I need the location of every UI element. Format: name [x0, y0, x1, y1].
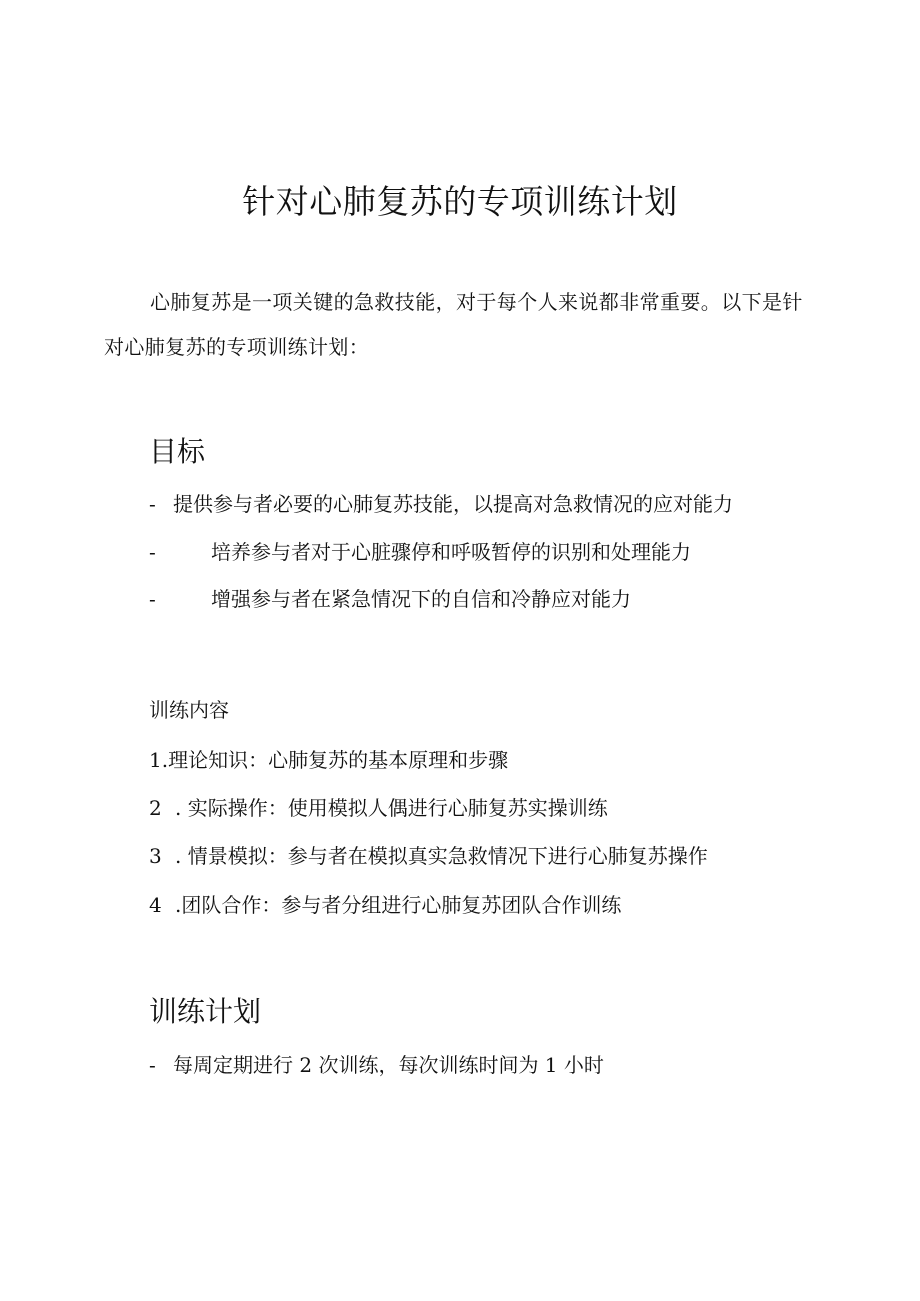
intro-paragraph: 心肺复苏是一项关键的急救技能，对于每个人来说都非常重要。以下是针对心肺复苏的专项训练计划：	[104, 290, 803, 359]
plan-item-text: 每周定期进行 2 次训练，每次训练时间为 1 小时	[173, 1053, 604, 1077]
list-dash: -	[149, 1053, 156, 1077]
plan-item	[149, 1050, 604, 1080]
list-dash: -	[149, 492, 156, 516]
goal-item	[149, 537, 691, 567]
content-item-number: 4	[149, 893, 162, 917]
content-item	[149, 793, 608, 823]
content-item-text: . 情景模拟：参与者在模拟真实急救情况下进行心肺复苏操作	[175, 844, 708, 868]
goal-item	[149, 489, 733, 519]
goal-item-text: 培养参与者对于心脏骤停和呼吸暂停的识别和处理能力	[211, 540, 691, 564]
goals-heading: 目标	[149, 435, 206, 468]
content-item	[149, 890, 621, 920]
goal-item-text: 增强参与者在紧急情况下的自信和冷静应对能力	[211, 587, 631, 611]
list-dash: -	[149, 540, 156, 564]
content-item	[149, 745, 508, 775]
page-title: 针对心肺复苏的专项训练计划	[242, 182, 678, 221]
plan-heading: 训练计划	[149, 995, 262, 1028]
content-item-number: 2	[149, 796, 162, 820]
content-heading: 训练内容	[149, 698, 229, 722]
goal-item	[149, 584, 631, 614]
content-item	[149, 841, 708, 871]
content-item-number: 1.	[149, 748, 169, 772]
goal-item-text: 提供参与者必要的心肺复苏技能，以提高对急救情况的应对能力	[173, 492, 733, 516]
content-item-number: 3	[149, 844, 162, 868]
content-item-text: . 实际操作：使用模拟人偶进行心肺复苏实操训练	[175, 796, 608, 820]
list-dash: -	[149, 587, 156, 611]
content-item-text: .团队合作：参与者分组进行心肺复苏团队合作训练	[175, 893, 622, 917]
content-item-text: 理论知识：心肺复苏的基本原理和步骤	[168, 748, 509, 772]
